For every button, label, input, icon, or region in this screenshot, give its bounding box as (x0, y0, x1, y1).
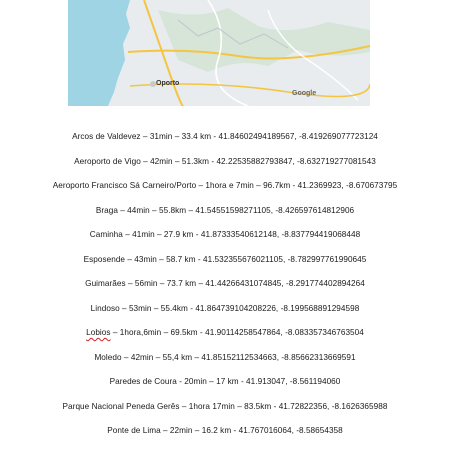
list-item (0, 228, 450, 253)
location-text: Parque Nacional Peneda Gerês – 1hora 17min – 83.5km - 41.72822356, -8.1626365988 (62, 401, 388, 411)
list-item (0, 302, 450, 327)
map-provider-logo: Google (292, 90, 317, 97)
location-text: Moledo – 42min – 55,4 km – 41.85152112534663, -8.85662313669591 (94, 352, 356, 362)
list-item (0, 326, 450, 351)
location-list (0, 130, 450, 449)
location-text: Esposende – 43min – 58.7 km - 41.532355676021105, -8.782997761990645 (83, 254, 367, 264)
map-city-label: Oporto (156, 80, 180, 87)
location-text: Ponte de Lima – 22min – 16.2 km - 41.767016064, -8.58654358 (107, 426, 343, 435)
list-item (0, 130, 450, 155)
location-text: Paredes de Coura - 20min – 17 km - 41.913047, -8.561194060 (109, 377, 341, 386)
list-item (0, 179, 450, 204)
list-item (0, 351, 450, 376)
location-text: Arcos de Valdevez – 31min – 33.4 km - 41.84602494189567, -8.419269077723124 (72, 132, 378, 141)
list-item (0, 253, 450, 278)
list-item (0, 277, 450, 302)
list-item (0, 375, 450, 400)
location-text: – 1hora,6min – 69.5km - 41.90114258547864, -8.083357346763504 (110, 328, 364, 337)
list-item (0, 400, 450, 425)
location-text: Lindoso – 53min – 55.4km - 41.864739104208226, -8.199568891294598 (90, 303, 360, 313)
location-text: Aeroporto de Vigo – 42min – 51.3km - 42.22535882793847, -8.632719277081543 (74, 156, 376, 166)
list-item (0, 204, 450, 229)
location-text: Caminha – 41min – 27.9 km - 41.87333540612148, -8.837794419068448 (89, 230, 361, 239)
location-text: Guimarães – 56min – 73.7 km – 41.44266431074845, -8.291774402894264 (85, 279, 365, 288)
map-graphic (68, 0, 370, 106)
list-item (0, 155, 450, 180)
map-image (68, 0, 370, 106)
location-text: Aeroporto Francisco Sá Carneiro/Porto – 1hora e 7min – 96.7km - 41.2369923, -8.670673795 (52, 181, 398, 190)
list-item (0, 424, 450, 449)
misspelled-word: Lobios (86, 328, 111, 337)
location-text: Braga – 44min – 55.8km – 41.54551598271105, -8.426597614812906 (95, 205, 355, 215)
